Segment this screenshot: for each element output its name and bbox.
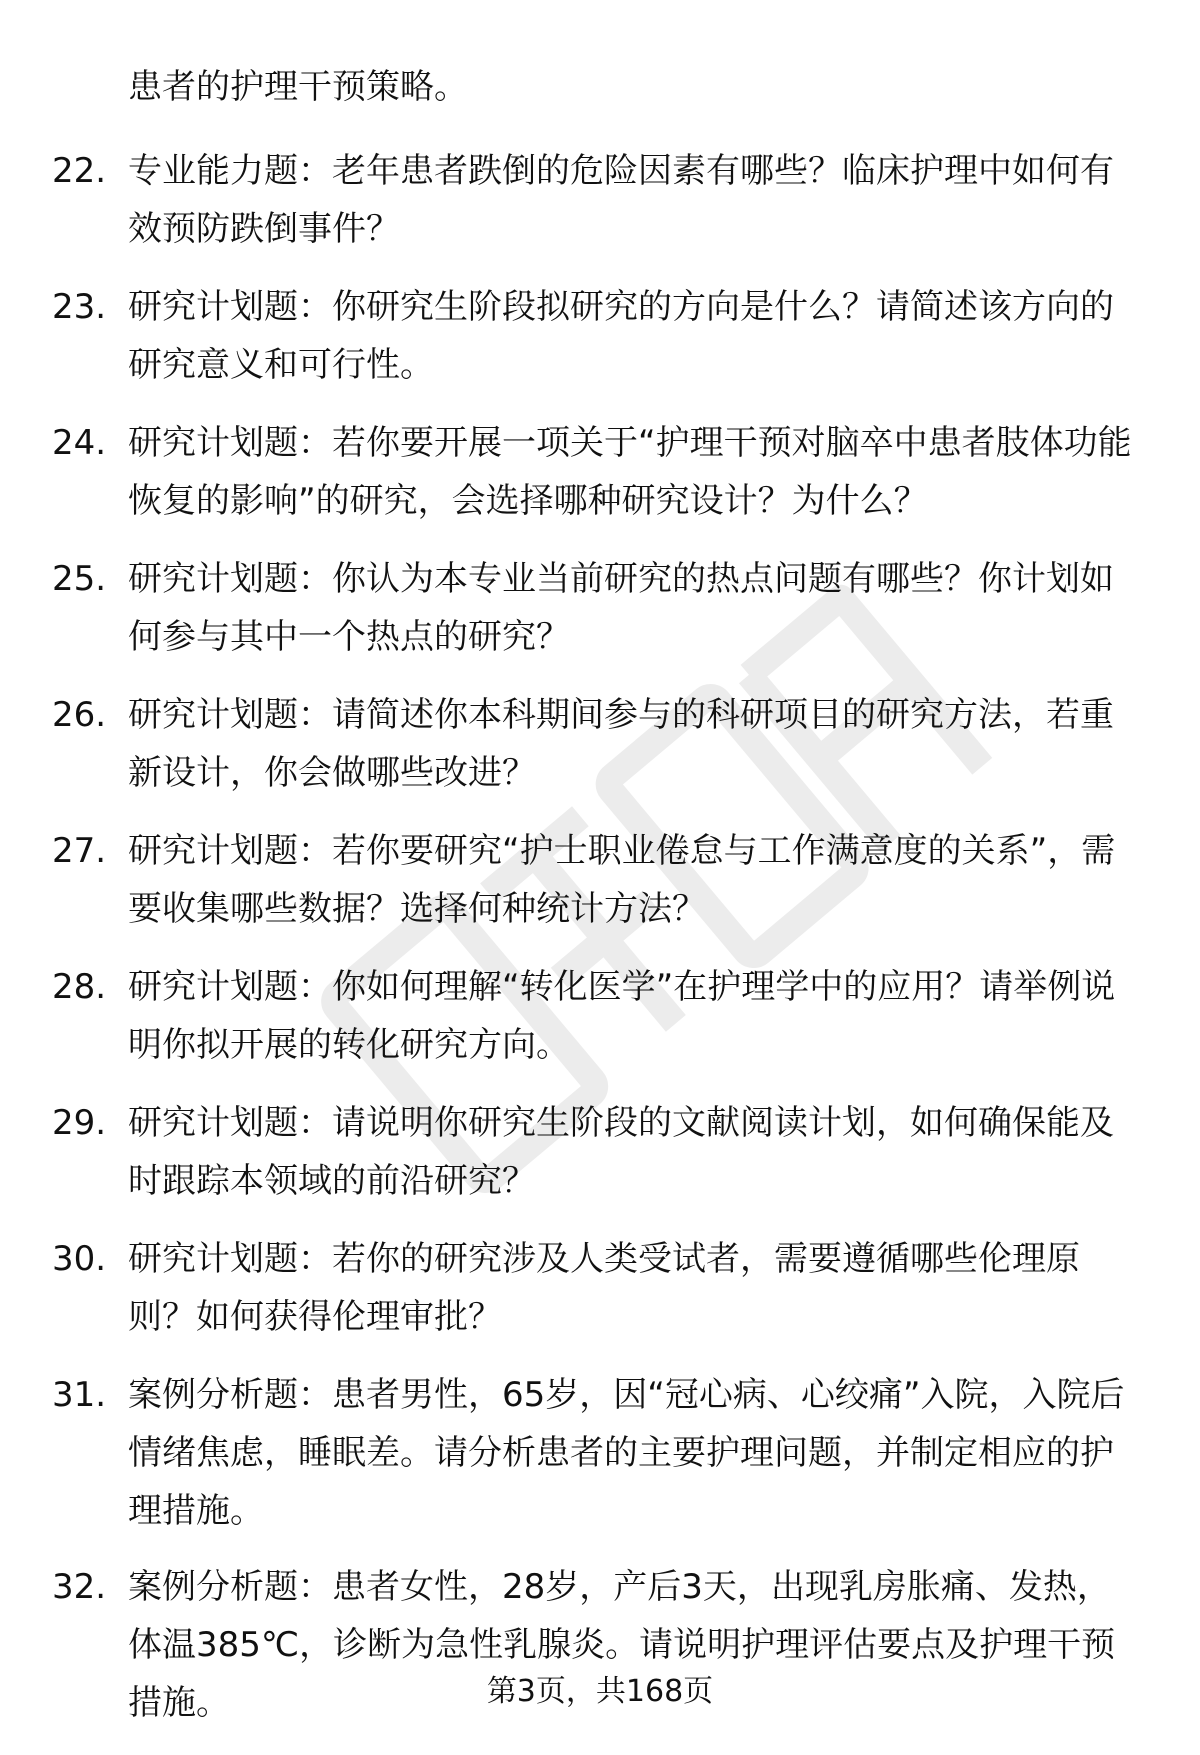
question-number: 26.: [52, 695, 107, 735]
question-item: [0, 278, 1200, 414]
question-list: [0, 142, 1200, 1750]
question-number: 23.: [52, 287, 107, 327]
question-item: [0, 1230, 1200, 1366]
question-item: [0, 1366, 1200, 1558]
question-item: [0, 822, 1200, 958]
question-number: 25.: [52, 559, 107, 599]
question-item: [0, 414, 1200, 550]
question-text: 研究计划题：请简述你本科期间参与的科研项目的研究方法，若重新设计，你会做哪些改进？: [128, 695, 1114, 793]
question-text: 研究计划题：请说明你研究生阶段的文献阅读计划，如何确保能及时跟踪本领域的前沿研究？: [128, 1103, 1114, 1201]
question-text: 研究计划题：若你的研究涉及人类受试者，需要遵循哪些伦理原则？如何获得伦理审批？: [128, 1239, 1080, 1337]
question-item: [0, 958, 1200, 1094]
continuation-text: 患者的护理干预策略。: [128, 67, 468, 107]
question-number: 32.: [52, 1567, 107, 1607]
question-item: [0, 686, 1200, 822]
question-text: 研究计划题：你研究生阶段拟研究的方向是什么？请简述该方向的研究意义和可行性。: [128, 287, 1114, 385]
question-item: [0, 1558, 1200, 1750]
question-text: 研究计划题：你如何理解“转化医学”在护理学中的应用？请举例说明你拟开展的转化研究方向。: [128, 967, 1116, 1065]
question-text: 研究计划题：若你要开展一项关于“护理干预对脑卒中患者肢体功能恢复的影响”的研究，会选择哪种研究设计？为什么？: [128, 423, 1132, 521]
question-item: [0, 142, 1200, 278]
question-number: 24.: [52, 423, 107, 463]
question-text: 研究计划题：你认为本专业当前研究的热点问题有哪些？你计划如何参与其中一个热点的研究？: [128, 559, 1114, 657]
question-number: 30.: [52, 1239, 107, 1279]
question-number: 31.: [52, 1375, 107, 1415]
question-text: 研究计划题：若你要研究“护士职业倦怠与工作满意度的关系”，需要收集哪些数据？选择何种统计方法？: [128, 831, 1116, 929]
question-number: 22.: [52, 151, 107, 191]
question-item: [0, 550, 1200, 686]
question-number: 27.: [52, 831, 107, 871]
page-footer: 第3页，共168页: [486, 1674, 714, 1709]
question-text: 案例分析题：患者男性，65岁，因“冠心病、心绞痛”入院，入院后情绪焦虑，睡眠差。请分析患者的主要护理问题，并制定相应的护理措施。: [128, 1375, 1125, 1531]
question-item: [0, 1094, 1200, 1230]
question-text: 案例分析题：患者女性，28岁，产后3天，出现乳房胀痛、发热，体温385℃，诊断为急性乳腺炎。请说明护理评估要点及护理干预措施。: [128, 1567, 1116, 1723]
question-number: 29.: [52, 1103, 107, 1143]
question-number: 28.: [52, 967, 107, 1007]
question-text: 专业能力题：老年患者跌倒的危险因素有哪些？临床护理中如何有效预防跌倒事件？: [128, 151, 1114, 249]
